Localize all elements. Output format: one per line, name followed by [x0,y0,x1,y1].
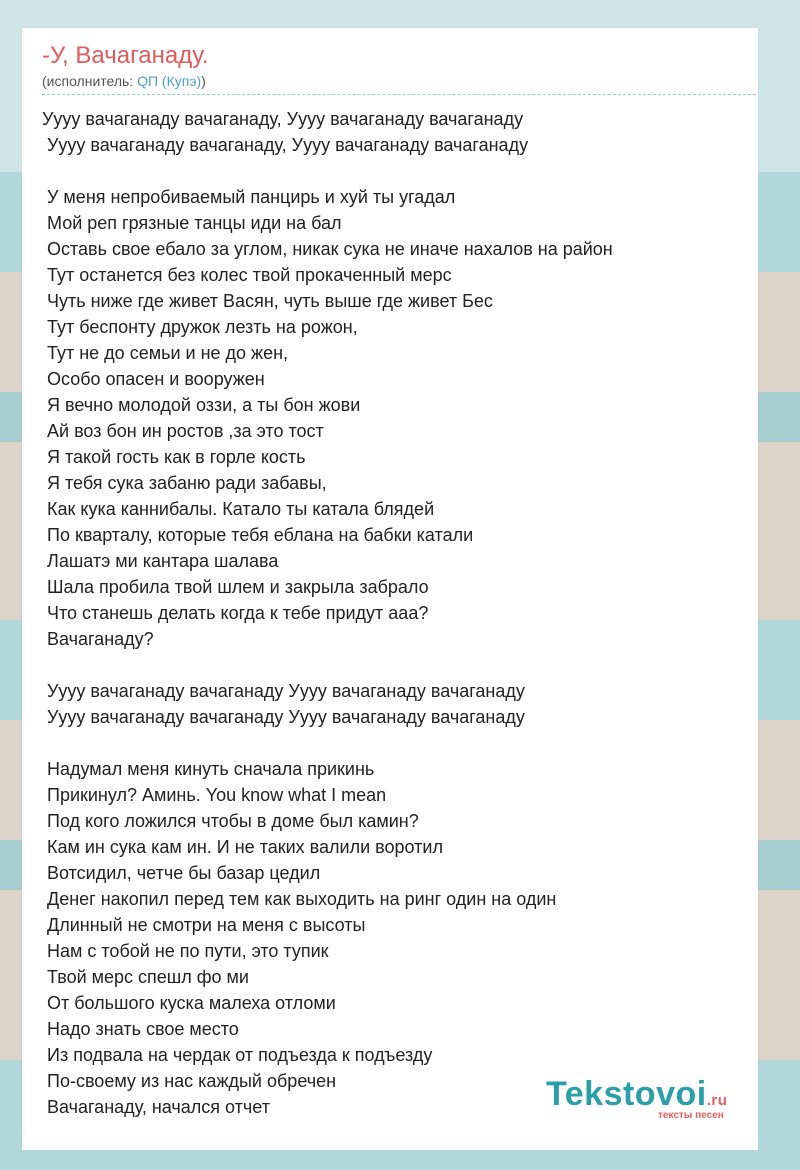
logo-main-text: Tekstovoi [546,1075,707,1113]
lyric-line: Чуть ниже где живет Васян, чуть выше где живет Бес [42,291,493,311]
song-title: -У, Вачаганаду. [42,42,209,69]
lyric-line: Особо опасен и вооружен [42,369,265,389]
lyric-line: Из подвала на чердак от подъезда к подъезду [42,1045,433,1065]
lyric-line: По-своему из нас каждый обречен [42,1071,337,1091]
lyric-line: Денег накопил перед тем как выходить на ринг один на один [42,889,557,909]
lyric-line: Вачаганаду? [42,629,154,649]
lyric-line: Длинный не смотри на меня с высоты [42,915,366,935]
lyric-line: У меня непробиваемый панцирь и хуй ты угадал [42,187,456,207]
lyric-line: От большого куска малеха отломи [42,993,336,1013]
lyric-line [42,158,758,184]
lyric-line: Уууу вачаганаду вачаганаду Уууу вачаганаду вачаганаду [42,681,525,701]
lyric-line: Твой мерс спешл фо ми [42,967,249,987]
lyric-line: Я вечно молодой оззи, а ты бон жови [42,395,361,415]
artist-suffix: ) [201,73,206,89]
lyric-line: Я тебя сука забаню ради забавы, [42,473,327,493]
lyrics-text [42,106,758,1120]
lyric-line: Надумал меня кинуть сначала прикинь [42,759,375,779]
lyric-line: Что станешь делать когда к тебе придут ааа? [42,603,429,623]
lyric-line [42,652,758,678]
lyric-line: Оставь свое ебало за углом, никак сука не иначе нахалов на район [42,239,613,259]
lyric-line: Уууу вачаганаду вачаганаду, Уууу вачаганаду вачаганаду [42,109,524,129]
lyric-line: Надо знать свое место [42,1019,239,1039]
lyric-line: Под кого ложился чтобы в доме был камин? [42,811,419,831]
lyric-line: Уууу вачаганаду вачаганаду, Уууу вачаганаду вачаганаду [42,135,529,155]
header-divider [42,94,756,95]
lyric-line: Лашатэ ми кантара шалава [42,551,279,571]
lyric-line: Я такой гость как в горле кость [42,447,306,467]
lyric-line: Мой реп грязные танцы иди на бал [42,213,342,233]
song-header [42,42,758,90]
lyric-line: Тут не до семьи и не до жен, [42,343,289,363]
lyric-line: Вачаганаду, начался отчет [42,1097,270,1117]
lyric-line: Кам ин сука кам ин. И не таких валили воротил [42,837,443,857]
artist-link[interactable]: QП (Купэ) [137,73,202,89]
lyric-line: Шала пробила твой шлем и закрыла забрало [42,577,429,597]
logo-suffix: .ru [706,1092,728,1109]
lyric-line [42,730,758,756]
lyric-line: Как кука каннибалы. Катало ты катала блядей [42,499,435,519]
lyric-line: Вотсидил, четче бы базар цедил [42,863,321,883]
lyric-line: Нам с тобой не по пути, это тупик [42,941,329,961]
lyric-line: Ай воз бон ин ростов ,за это тост [42,421,324,441]
site-logo[interactable] [546,1076,752,1126]
artist-prefix: (исполнитель: [42,73,138,89]
lyrics-card [22,28,758,1150]
lyric-line: По кварталу, которые тебя еблана на бабки катали [42,525,474,545]
lyric-line: Прикинул? Аминь. You know what I mean [42,785,387,805]
lyric-line: Тут беспонту дружок лезть на рожон, [42,317,358,337]
logo-tagline: тексты песен [658,1110,724,1121]
lyric-line: Тут останется без колес твой прокаченный мерс [42,265,452,285]
lyric-line: Уууу вачаганаду вачаганаду Уууу вачаганаду вачаганаду [42,707,525,727]
artist-line [42,72,758,90]
